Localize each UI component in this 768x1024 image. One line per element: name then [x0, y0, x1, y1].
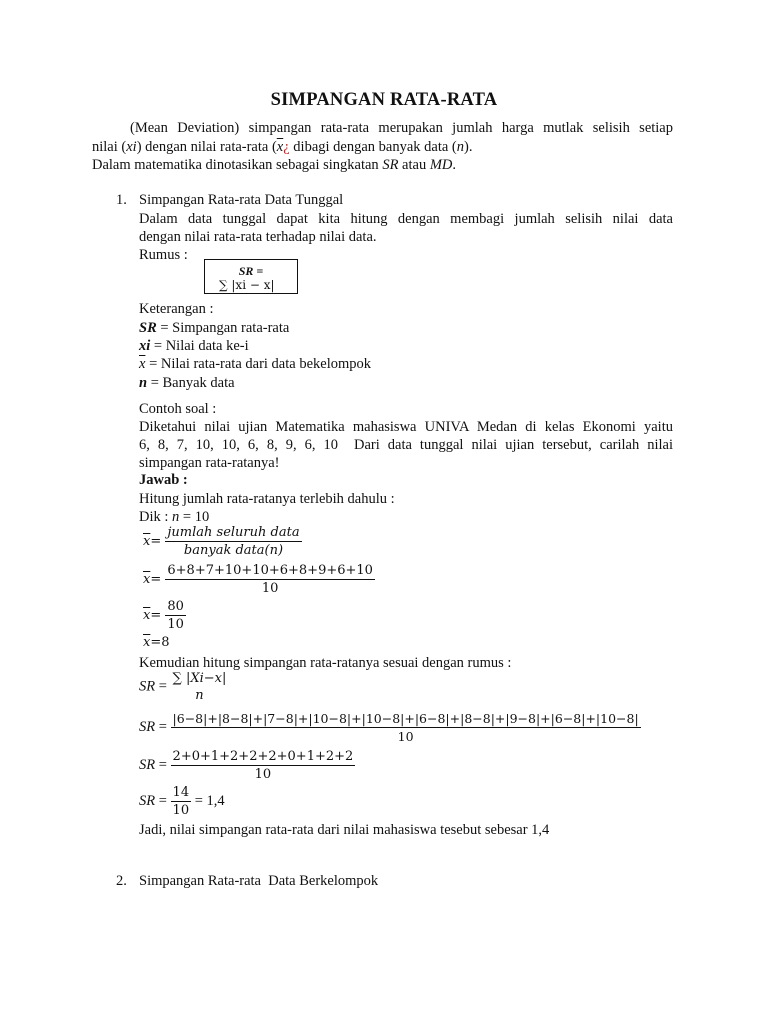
jawab-label: Jawab :: [139, 472, 188, 488]
kemudian-line: Kemudian hitung simpangan rata-ratanya sesuai dengan rumus :: [139, 655, 512, 671]
conclusion-line: Jadi, nilai simpangan rata-rata dari nilai mahasiswa tesebut sebesar 1,4: [139, 822, 550, 838]
sr-formula: SR = ∑ |Xi−x| n: [139, 671, 227, 703]
page-title: SIMPANGAN RATA-RATA: [270, 90, 498, 110]
section-2-heading: Simpangan Rata-rata Data Berkelompok: [139, 873, 379, 889]
sr-values: SR = $\frac{2+0+1+2+2+2+0+1+2+2}{10}$: [139, 749, 354, 782]
dik-line: Dik : n = 10: [139, 509, 210, 525]
keterangan-item: $\overline{x}$ = Nilai rata-rata dari data bekelompok: [139, 356, 372, 372]
mean-result: $\overline{x}=8$: [143, 635, 170, 650]
intro-line-1: (Mean Deviation) simpangan rata-rata merupakan jumlah harga mutlak selisih setiap: [130, 120, 673, 136]
contoh-soal-label: Contoh soal :: [139, 401, 217, 417]
mean-fraction: $\overline{x}=$ $\frac{80}{10}$: [143, 599, 184, 632]
mean-definition: $\overline{x}=$ $\frac{\text{jumlah seluruh data}}{\text{banyak data(n)}}$: [143, 525, 300, 558]
intro-line-2: nilai (xi) dengan nilai rata-rata ($\overline{x}¿$ dibagi dengan banyak data (n).: [92, 139, 473, 155]
formula-box: [204, 259, 298, 294]
keterangan-item: n = Banyak data: [139, 375, 235, 391]
keterangan-item: xi = Nilai data ke-i: [139, 338, 249, 354]
formula-box-line-1: SR =: [238, 264, 264, 278]
sr-absolute-values: SR = |6−8|+|8−8|+|7−8|+|10−8|+|10−8|+|6−8|+|8−8|+|9−8|+|6−8|+|10−8| 10: [139, 711, 639, 744]
section-2-number: 2.: [116, 873, 127, 889]
keterangan-item: SR = Simpangan rata-rata: [139, 320, 290, 336]
rumus-label: Rumus :: [139, 247, 188, 263]
keterangan-label: Keterangan :: [139, 301, 214, 317]
soal-line-1: Diketahui nilai ujian Matematika mahasiswa UNIVA Medan di kelas Ekonomi yaitu: [139, 419, 673, 435]
section-1-desc-line-1: Dalam data tunggal dapat kita hitung dengan membagi jumlah selisih nilai data: [139, 211, 673, 227]
section-1-desc-line-2: dengan nilai rata-rata terhadap nilai data.: [139, 229, 377, 245]
section-1-number: 1.: [116, 192, 127, 208]
soal-line-3: simpangan rata-ratanya!: [139, 455, 280, 471]
section-1-heading: Simpangan Rata-rata Data Tunggal: [139, 192, 344, 208]
x-bar-symbol: $\overline{x}$: [276, 139, 284, 155]
intro-line-3: Dalam matematika dinotasikan sebagai singkatan SR atau MD.: [92, 157, 457, 173]
soal-line-2: 6, 8, 7, 10, 10, 6, 8, 9, 6, 10 Dari data tunggal nilai ujian tersebut, carilah nilai: [139, 437, 673, 453]
hitung-line: Hitung jumlah rata-ratanya terlebih dahulu :: [139, 491, 395, 507]
formula-box-line-2: ∑ |xi − x|: [219, 278, 275, 292]
sr-final: SR = $\frac{14}{10}$ = 1,4: [139, 785, 225, 818]
mean-sum: $\overline{x}=$ $\frac{6+8+7+10+10+6+8+9+6+10}{10}$: [143, 563, 373, 596]
stray-glyph: ¿: [283, 139, 290, 155]
